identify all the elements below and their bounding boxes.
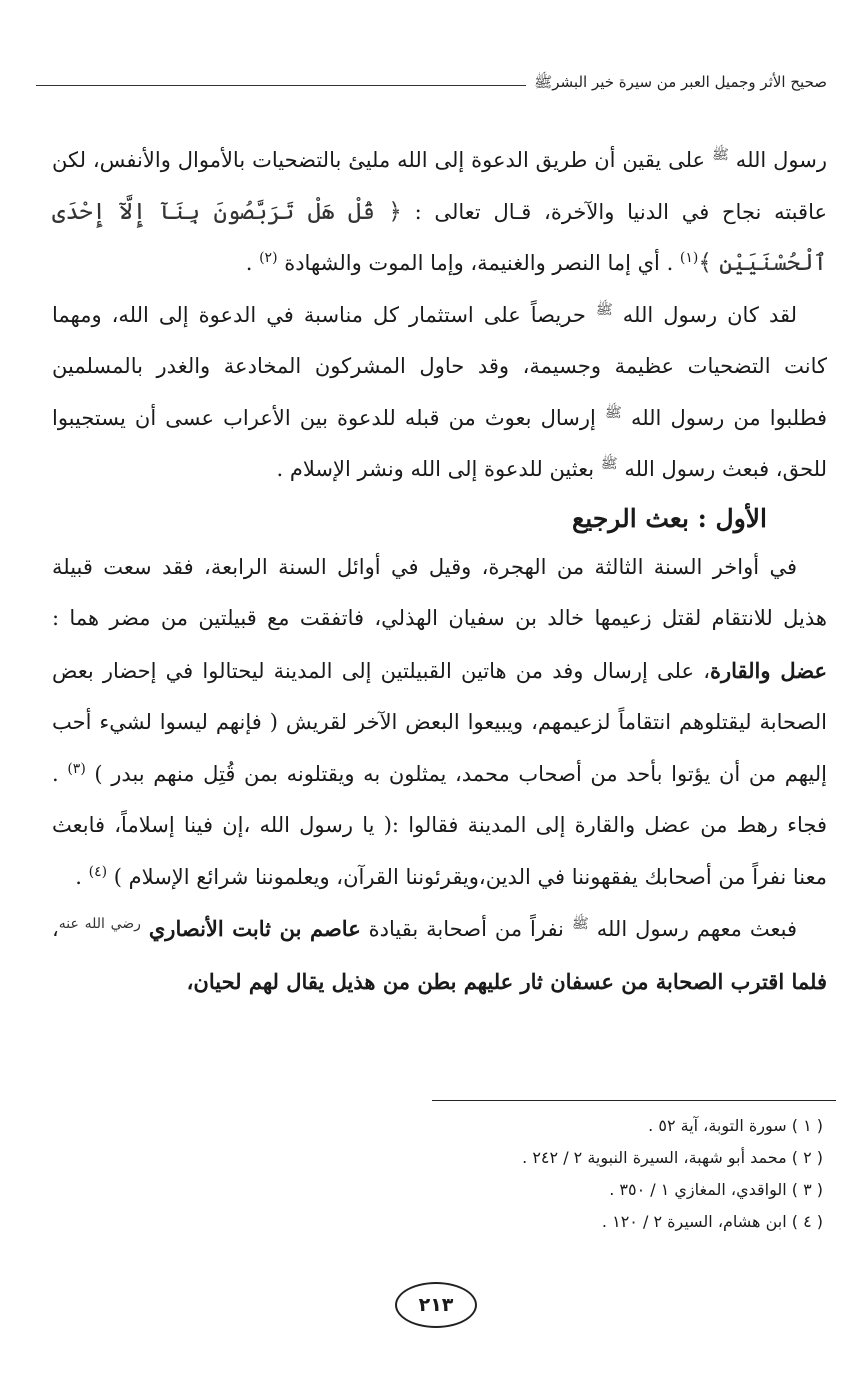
salawat-glyph: ﷺ: [600, 456, 618, 472]
page-number: ٢١٣: [395, 1282, 477, 1328]
paragraph-4: فبعث معهم رسول الله $^ﷺ$ نفراً من أصحابة بقيادة عاصم بن ثابت الأنصاري $^{رضي الله عنه}$، فلما اقترب الصحابة من عسفان ثار عليهم بطن من هذيل يقال لهم لحيان،: [52, 916, 827, 994]
paragraph-1: رسول الله $^ﷺ$ على يقين أن طريق الدعوة إلى الله مليئ بالتضحيات بالأموال والأنفس، لكن عاقبته نجاح في الدنيا والآخرة، قـال تعالى : ﴿ قُلْ هَلْ تَرَبَّصُونَ بِنَآ إِلَّآ إِحْدَى ٱلْحُسْنَيَيْنِ ﴾$^{(١)}$ . أي إما النصر والغنيمة، وإما الموت والشهادة $^{(٢)}$ .: [52, 147, 827, 276]
running-header-title: صحيح الأثر وجميل العبر من سيرة خير البشرﷺ: [534, 73, 827, 91]
salawat-glyph: ﷺ: [711, 147, 729, 163]
salawat-glyph: ﷺ: [595, 301, 613, 318]
footnotes: [300, 1110, 823, 1238]
radiallahu-glyph: رضي الله عنه: [58, 916, 141, 932]
body-text: [52, 135, 827, 1008]
footnote-rule: [432, 1100, 836, 1101]
header-rule: [36, 85, 526, 86]
quran-verse: ﴿ قُلْ هَلْ تَرَبَّصُونَ بِنَآ إِلَّآ إِحْدَى ٱلْحُسْنَيَيْنِ ﴾: [52, 198, 827, 276]
salawat-glyph: ﷺ: [604, 404, 622, 421]
footnote-2: ( ٢ ) محمد أبو شهبة، السيرة النبوية ٢ / ٢٤٢ .: [522, 1148, 823, 1167]
tribe-names: عضل والقارة: [709, 657, 827, 683]
paragraph-3: في أواخر السنة الثالثة من الهجرة، وقيل في أوائل السنة الرابعة، فقد سعت قبيلة هذيل للانتقام لقتل زعيمها خالد بن سفيان الهذلي، فاتفقت مع قبيلتين من مضر هما : عضل والقارة، على إرسال وفد من هاتين القبيلتين إلى المدينة ليحتالوا في إحضار بعض الصحابة ليقتلوهم انتقاماً لزعيمهم، ويبيعوا البعض الآخر لقريش ( فإنهم ليسوا لشيء أحب إليهم من أن يؤتوا بأحد من أصحاب محمد، يمثلون به ويقتلونه بمن قُتِل منهم ببدر ) $^{(٣)}$ . فجاء رهط من عضل والقارة إلى المدينة فقالوا :( يا رسول الله ،إن فينا إسلاماً، فابعث معنا نفراً من أصحابك يفقهوننا في الدين،ويقرئوننا القرآن، ويعلموننا شرائع الإسلام ) $^{(٤)}$ .: [52, 554, 827, 889]
section-heading: الأول : بعث الرجيع: [571, 503, 767, 533]
footnote-ref-3[interactable]: (٣): [67, 760, 86, 777]
footnote-1: ( ١ ) سورة التوبة، آية ٥٢ .: [648, 1116, 823, 1135]
footnote-ref-1[interactable]: (١): [679, 250, 699, 266]
paragraph-2: لقد كان رسول الله $^ﷺ$ حريصاً على استثمار كل مناسبة في الدعوة إلى الله، ومهما كانت التضحيات عظيمة وجسيمة، وقد حاول المشركون المخادعة والغدر بالمسلمين فطلبوا من رسول الله $^ﷺ$ إرسال بعوث من قبله للدعوة بين الأعراب عسى أن يستجيبوا للحق، فبعث رسول الله $^ﷺ$ بعثين للدعوة إلى الله ونشر الإسلام .: [52, 301, 827, 481]
salawat-glyph: ﷺ: [571, 916, 589, 932]
footnote-ref-4[interactable]: (٤): [88, 863, 108, 880]
footnote-4: ( ٤ ) ابن هشام، السيرة ٢ / ١٢٠ .: [601, 1212, 823, 1231]
bold-sentence: فلما اقترب الصحابة من عسفان ثار عليهم بطن من هذيل يقال لهم لحيان،: [186, 968, 827, 994]
footnote-ref-2[interactable]: (٢): [259, 250, 278, 266]
companion-name: عاصم بن ثابت الأنصاري: [148, 916, 361, 941]
running-header: [36, 72, 827, 96]
footnote-3: ( ٣ ) الواقدي، المغازي ١ / ٣٥٠ .: [609, 1180, 823, 1199]
